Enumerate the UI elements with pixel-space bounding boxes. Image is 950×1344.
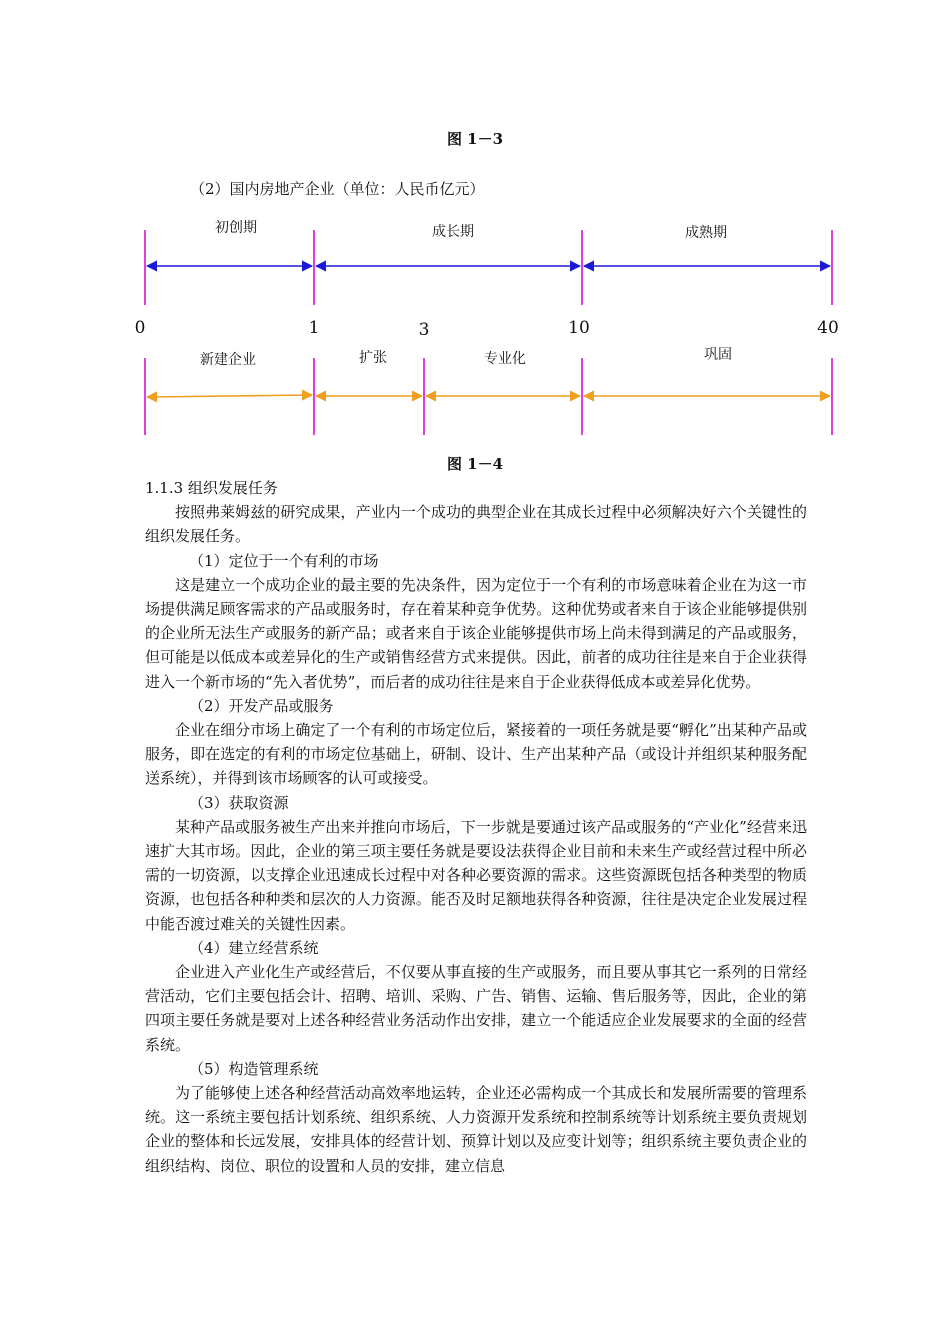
stage-label: 成熟期 [685, 225, 727, 241]
document-body [145, 476, 807, 1178]
task-label: 新建企业 [200, 352, 256, 368]
item-paragraph: 某种产品或服务被生产出来并推向市场后，下一步就是要通过该产品或服务的“产业化”经营来迅速扩大其市场。因此，企业的第三项主要任务就是要设法获得企业目前和未来生产或经营过程中所必需的一切资源，以支撑企业迅速成长过程中对各种必要资源的需求。这些资源既包括各种类型的物质资源，也包括各种种类和层次的人力资源。能否及时足额地获得各种资源，往往是决定企业发展过程中能否渡过难关的关键性因素。 [145, 817, 807, 933]
intro-paragraph: 按照弗莱姆兹的研究成果，产业内一个成功的典型企业在其成长过程中必须解决好六个关键性的组织发展任务。 [145, 503, 807, 546]
task-label: 专业化 [484, 351, 526, 367]
tick-label: 0 [134, 318, 146, 338]
stage-label: 成长期 [432, 224, 474, 240]
stage-timeline-diagram [0, 200, 950, 445]
item-title: （3）获取资源 [189, 793, 289, 812]
tick-label: 40 [817, 318, 839, 338]
task-arrow [147, 395, 312, 397]
figure-subtitle: （2）国内房地产企业（单位：人民币亿元） [190, 180, 485, 198]
tick-label: 3 [418, 320, 430, 340]
figure-caption-1-3: 图 1－3 [446, 130, 504, 148]
section-heading: 1.1.3 组织发展任务 [145, 479, 278, 497]
task-label: 巩固 [704, 347, 732, 363]
task-label: 扩张 [359, 350, 387, 366]
item-title: （2）开发产品或服务 [189, 696, 334, 715]
item-title: （4）建立经营系统 [189, 938, 319, 957]
stage-label: 初创期 [215, 220, 257, 236]
item-title: （5）构造管理系统 [189, 1059, 319, 1078]
item-paragraph: 为了能够使上述各种经营活动高效率地运转，企业还必需构成一个其成长和发展所需要的管理系统。这一系统主要包括计划系统、组织系统、人力资源开发系统和控制系统等计划系统主要负责规划企业的整体和长远发展，安排具体的经营计划、预算计划以及应变计划等；组织系统主要负责企业的组织结构、岗位、职位的设置和人员的安排，建立信息 [145, 1084, 807, 1175]
item-paragraph: 这是建立一个成功企业的最主要的先决条件，因为定位于一个有利的市场意味着企业在为这一市场提供满足顾客需求的产品或服务时，存在着某种竞争优势。这种优势或者来自于该企业能够提供别的企业所无法生产或服务的新产品；或者来自于该企业能够提供市场上尚未得到满足的产品或服务，但可能是以低成本或差异化的生产或销售经营方式来提供。因此，前者的成功往往是来自于企业获得进入一个新市场的“先入者优势”，而后者的成功往往是来自于企业获得低成本或差异化优势。 [145, 575, 807, 691]
item-paragraph: 企业进入产业化生产或经营后，不仅要从事直接的生产或服务，而且要从事其它一系列的日常经营活动，它们主要包括会计、招聘、培训、采购、广告、销售、运输、售后服务等，因此，企业的第四项主要任务就是要对上述各种经营业务活动作出安排，建立一个能适应企业发展要求的全面的经营系统。 [145, 963, 807, 1054]
figure-caption-1-4: 图 1－4 [446, 455, 504, 473]
tick-label: 10 [568, 318, 590, 338]
item-paragraph: 企业在细分市场上确定了一个有利的市场定位后，紧接着的一项任务就是要“孵化”出某种产品或服务，即在选定的有利的市场定位基础上，研制、设计、生产出某种产品（或设计并组织某种服务配送系统），并得到该市场顾客的认可或接受。 [145, 721, 807, 788]
tick-label: 1 [308, 318, 320, 338]
item-title: （1）定位于一个有利的市场 [189, 551, 379, 570]
